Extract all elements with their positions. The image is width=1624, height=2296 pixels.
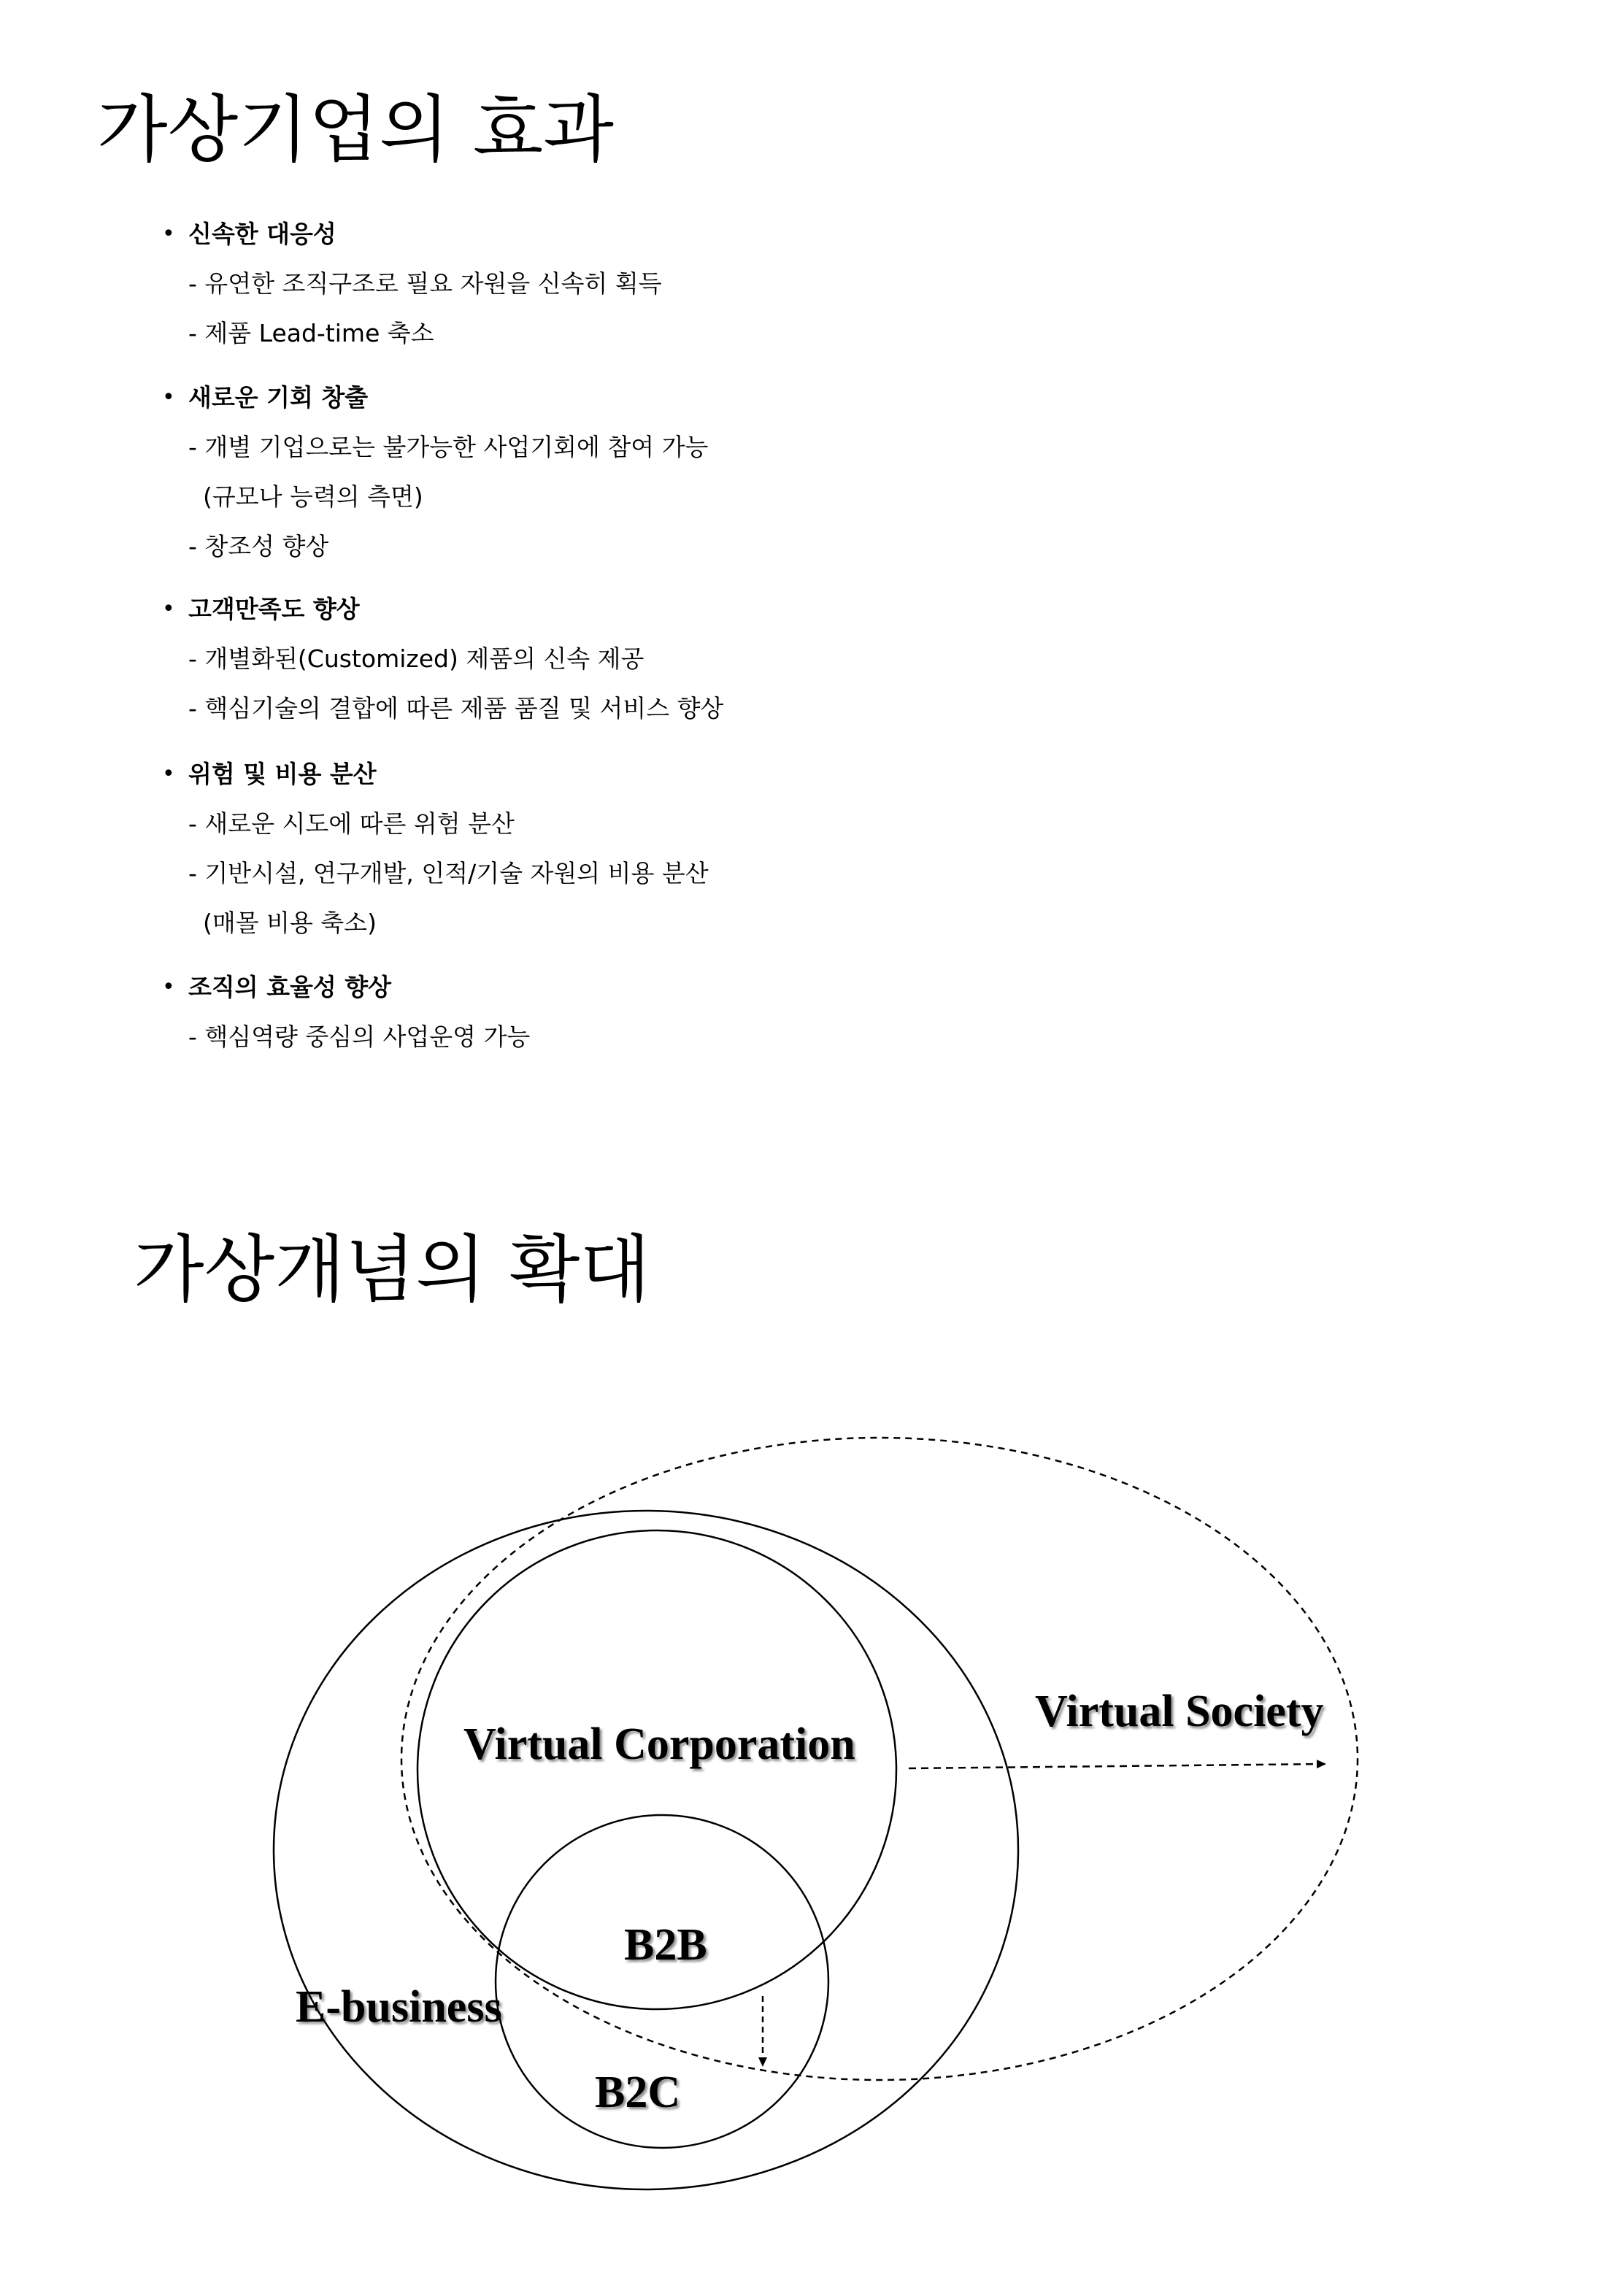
bullet-icon: • xyxy=(162,974,175,1000)
section-line: - 핵심기술의 결합에 따른 제품 품질 및 서비스 향상 xyxy=(188,694,724,723)
section-line: - 제품 Lead-time 축소 xyxy=(188,319,434,347)
section-line: - 기반시설, 연구개발, 인적/기술 자원의 비용 분산 xyxy=(188,859,709,887)
section-line: - 핵심역량 중심의 사업운영 가능 xyxy=(188,1022,531,1051)
section-line: - 새로운 시도에 따른 위험 분산 xyxy=(188,809,515,838)
bullet-icon: • xyxy=(162,385,175,410)
section-line: - 창조성 향상 xyxy=(188,532,329,560)
page-title-effects: 가상기업의 효과 xyxy=(97,87,614,172)
section-line: (매몰 비용 축소) xyxy=(203,909,377,937)
b2c-label: B2C xyxy=(595,2068,681,2117)
b2b-label: B2B xyxy=(624,1920,707,1970)
bullet-icon: • xyxy=(162,761,175,787)
virtual-society-label: Virtual Society xyxy=(1035,1687,1324,1736)
e-business-label: E-business xyxy=(296,1982,502,2032)
section-line: - 개별 기업으로는 불가능한 사업기회에 참여 가능 xyxy=(188,433,709,461)
section-line: (규모나 능력의 측면) xyxy=(203,482,423,511)
page-title-expansion: 가상개념의 확대 xyxy=(134,1227,650,1312)
section-line: - 유연한 조직구조로 필요 자원을 신속히 획득 xyxy=(188,269,662,298)
section-heading: 조직의 효율성 향상 xyxy=(188,973,392,1001)
section-heading: 위험 및 비용 분산 xyxy=(188,760,377,788)
vc-to-vs-arrow xyxy=(909,1764,1325,1768)
section-line: - 개별화된(Customized) 제품의 신속 제공 xyxy=(188,644,644,673)
bullet-icon: • xyxy=(162,596,175,622)
section-heading: 신속한 대응성 xyxy=(188,220,336,248)
bullet-icon: • xyxy=(162,221,175,247)
virtual-corporation-label: Virtual Corporation xyxy=(463,1719,855,1769)
section-heading: 새로운 기회 창출 xyxy=(188,383,369,412)
section-heading: 고객만족도 향상 xyxy=(188,595,360,623)
